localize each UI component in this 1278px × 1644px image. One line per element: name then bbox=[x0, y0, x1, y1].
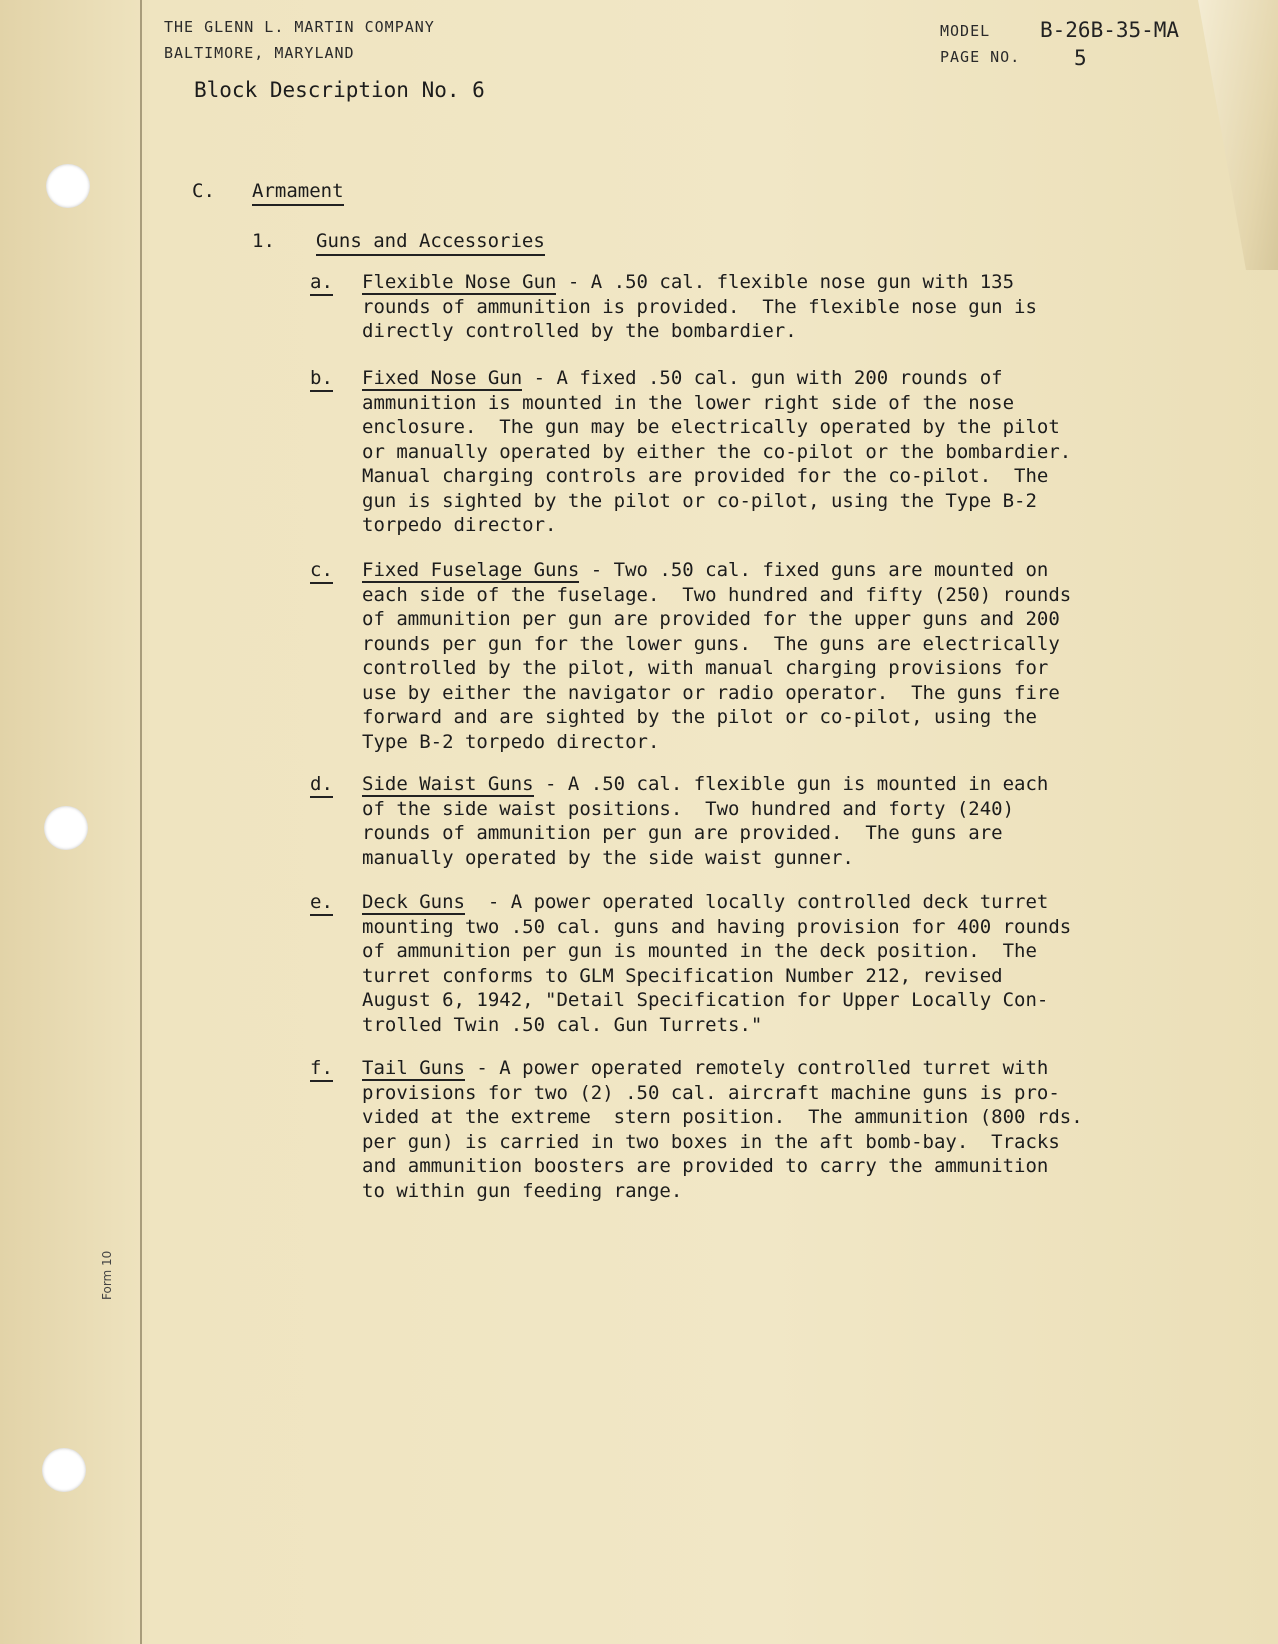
section-letter: C. bbox=[192, 180, 215, 202]
item-line: - A fixed .50 cal. gun with 200 rounds of bbox=[522, 367, 1003, 389]
item-line: - A .50 cal. flexible gun is mounted in each bbox=[533, 773, 1049, 795]
item-name: Deck Guns bbox=[362, 891, 465, 913]
item-line: enclosure. The gun may be electrically operated by the pilot bbox=[362, 416, 1060, 438]
item-letter: f. bbox=[310, 1056, 333, 1082]
subsection-number: 1. bbox=[252, 230, 275, 252]
item-line: per gun) is carried in two boxes in the aft bomb-bay. Tracks bbox=[362, 1130, 1060, 1153]
item-line: rounds of ammunition per gun are provided. The guns are bbox=[362, 822, 1003, 844]
item-body bbox=[362, 366, 1162, 538]
item-line: torpedo director. bbox=[362, 514, 557, 536]
item-line: use by either the navigator or radio operator. The guns fire bbox=[362, 681, 1060, 704]
item-line: gun is sighted by the pilot or co-pilot, using the Type B-2 bbox=[362, 489, 1037, 512]
document-title: Block Description No. 6 bbox=[194, 78, 485, 102]
item-line: of the side waist positions. Two hundred and forty (240) bbox=[362, 797, 1015, 820]
item-line: directly controlled by the bombardier. bbox=[362, 320, 797, 342]
item-letter: a. bbox=[310, 270, 333, 296]
item-body bbox=[362, 890, 1162, 1037]
item-line: trolled Twin .50 cal. Gun Turrets." bbox=[362, 1013, 763, 1036]
item-line: August 6, 1942, "Detail Specification for Upper Locally Con- bbox=[362, 989, 1049, 1011]
model-label: MODEL bbox=[940, 22, 991, 40]
item-line: manually operated by the side waist gunner. bbox=[362, 846, 854, 869]
item-letter: b. bbox=[310, 366, 333, 392]
item-line: to within gun feeding range. bbox=[362, 1179, 683, 1202]
item-name: Fixed Nose Gun bbox=[362, 367, 523, 389]
item-line: rounds of ammunition is provided. The flexible nose gun is bbox=[362, 295, 1037, 318]
item-letter: c. bbox=[310, 558, 333, 584]
item-line: - A power operated locally controlled deck turret bbox=[464, 891, 1049, 913]
punch-hole-bottom bbox=[42, 1448, 86, 1492]
item-letter: d. bbox=[310, 772, 333, 798]
margin-rule bbox=[140, 0, 142, 1644]
item-body bbox=[362, 1056, 1162, 1203]
item-letter: e. bbox=[310, 890, 333, 916]
punch-hole-top bbox=[46, 164, 90, 208]
item-name: Side Waist Guns bbox=[362, 773, 534, 795]
model-value: B-26B-35-MA bbox=[1040, 18, 1180, 42]
item-line: turret conforms to GLM Specification Number 212, revised bbox=[362, 964, 1003, 987]
item-line: each side of the fuselage. Two hundred and fifty (250) rounds bbox=[362, 583, 1072, 606]
item-line: controlled by the pilot, with manual charging provisions for bbox=[362, 657, 1049, 679]
item-line: Manual charging controls are provided for the co-pilot. The bbox=[362, 465, 1049, 487]
item-line: mounting two .50 cal. guns and having provision for 400 rounds bbox=[362, 915, 1072, 938]
page-number: 5 bbox=[1074, 46, 1087, 70]
item-body bbox=[362, 270, 1162, 344]
item-line: vided at the extreme stern position. The ammunition (800 rds. bbox=[362, 1106, 1083, 1128]
item-line: of ammunition per gun is mounted in the deck position. The bbox=[362, 940, 1037, 962]
form-label: Form 10 bbox=[100, 1250, 114, 1300]
item-line: - A power operated remotely controlled turret with bbox=[464, 1057, 1049, 1079]
item-body bbox=[362, 772, 1162, 870]
page-label: PAGE NO. bbox=[940, 48, 1021, 66]
folded-corner bbox=[1198, 0, 1278, 270]
section-title: Armament bbox=[252, 180, 344, 206]
item-line: ammunition is mounted in the lower right side of the nose bbox=[362, 391, 1015, 414]
item-line: - Two .50 cal. fixed guns are mounted on bbox=[579, 559, 1049, 581]
item-name: Flexible Nose Gun bbox=[362, 271, 557, 293]
item-line: rounds per gun for the lower guns. The guns are electrically bbox=[362, 632, 1060, 655]
item-body bbox=[362, 558, 1162, 754]
company-name: THE GLENN L. MARTIN COMPANY bbox=[164, 18, 435, 36]
item-line: of ammunition per gun are provided for the upper guns and 200 bbox=[362, 608, 1060, 630]
subsection-title: Guns and Accessories bbox=[316, 230, 545, 256]
item-line: - A .50 cal. flexible nose gun with 135 bbox=[556, 271, 1015, 293]
punch-hole-middle bbox=[44, 806, 88, 850]
item-line: forward and are sighted by the pilot or co-pilot, using the bbox=[362, 706, 1037, 728]
item-line: or manually operated by either the co-pilot or the bombardier. bbox=[362, 440, 1072, 463]
item-line: provisions for two (2) .50 cal. aircraft machine guns is pro- bbox=[362, 1081, 1060, 1104]
item-name: Tail Guns bbox=[362, 1057, 465, 1079]
item-line: and ammunition boosters are provided to carry the ammunition bbox=[362, 1155, 1049, 1177]
item-line: Type B-2 torpedo director. bbox=[362, 730, 660, 753]
item-name: Fixed Fuselage Guns bbox=[362, 559, 580, 581]
company-location: BALTIMORE, MARYLAND bbox=[164, 44, 355, 62]
